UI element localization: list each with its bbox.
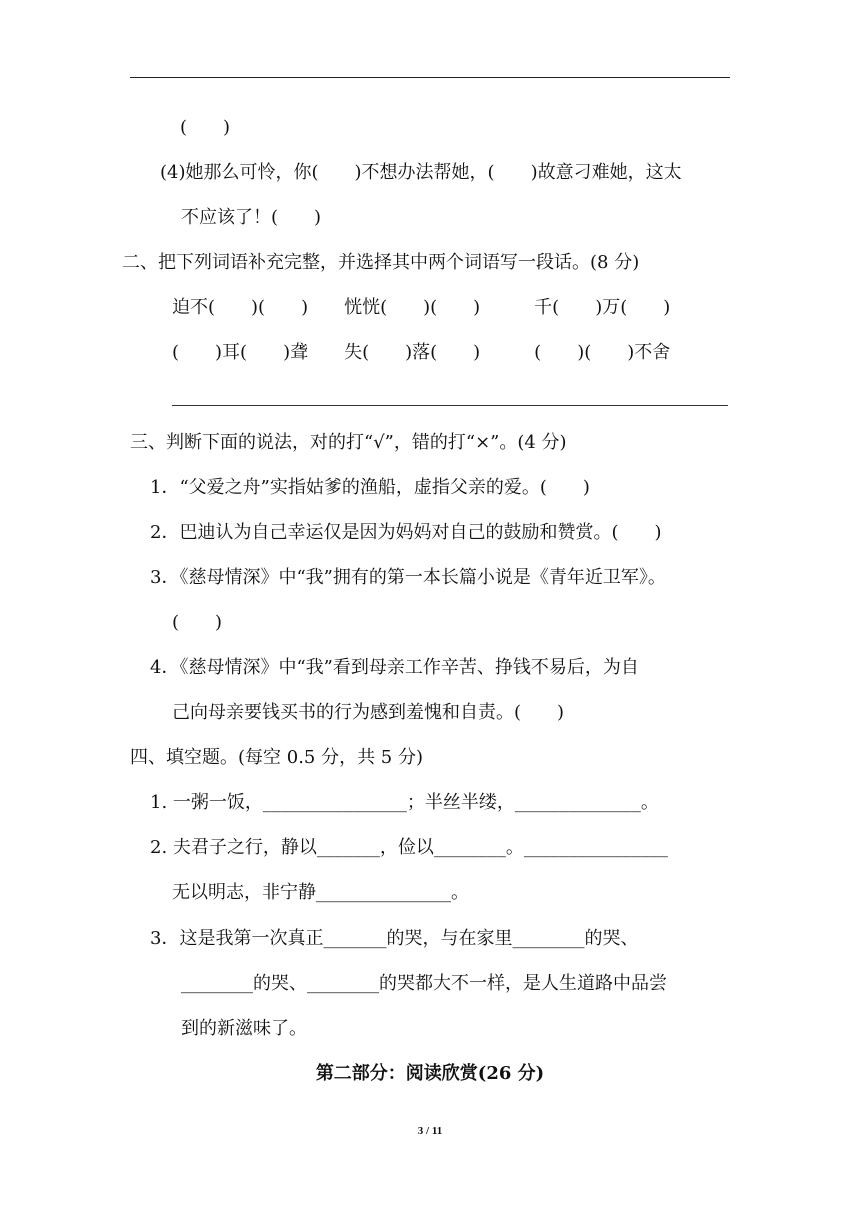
question-4-line-2: 不应该了！( )	[181, 207, 322, 228]
judge-item-2: 2．巴迪认为自己幸运仅是因为妈妈对自己的鼓励和赞赏。( )	[150, 522, 662, 543]
section-4-heading: 四、填空题。(每空 0.5 分，共 5 分)	[130, 747, 424, 768]
question-4-line-1: (4)她那么可怜，你( )不想办法帮她，( )故意刁难她，这太	[160, 162, 682, 183]
fill-item-2-line-2: 无以明志，非宁静_______________。	[172, 882, 469, 903]
fill-item-1: 1. 一粥一饭，________________；半丝半缕，______________。	[150, 792, 659, 813]
idiom-row-1: 迫不( )( ) 恍恍( )( ) 千( )万( )	[172, 297, 671, 318]
fill-item-3-line-2: ________的哭、________的哭都大不一样，是人生道路中品尝	[181, 973, 667, 994]
answer-blank-line: ( )	[180, 117, 231, 138]
judge-item-3: 3．《慈母情深》中“我”拥有的第一本长篇小说是《青年近卫军》。	[150, 567, 666, 588]
fill-item-3-line-1: 3．这是我第一次真正_______的哭，与在家里________的哭、	[150, 928, 639, 949]
page-number: 3 / 11	[417, 1125, 443, 1137]
fill-item-2-line-1: 2. 夫君子之行，静以_______，俭以________。________________	[150, 837, 668, 858]
fill-item-3-line-3: 到的新滋味了。	[181, 1018, 307, 1039]
judge-item-4-line-2: 己向母亲要钱买书的行为感到羞愧和自责。( )	[172, 702, 565, 723]
judge-item-4-line-1: 4．《慈母情深》中“我”看到母亲工作辛苦、挣钱不易后，为自	[150, 657, 639, 678]
section-3-heading: 三、判断下面的说法，对的打“√”，错的打“×”。(4 分)	[130, 432, 567, 453]
judge-item-3-blank: ( )	[172, 612, 223, 633]
judge-item-1: 1．“父爱之舟”实指姑爹的渔船，虚指父亲的爱。( )	[150, 477, 590, 498]
part-2-title: 第二部分：阅读欣赏(26 分)	[315, 1063, 545, 1084]
idiom-row-2: ( )耳( )聋 失( )落( ) ( )( )不舍	[172, 342, 671, 363]
section-2-heading: 二、把下列词语补充完整，并选择其中两个词语写一段话。(8 分)	[122, 252, 640, 273]
header-rule	[130, 77, 730, 78]
writing-line	[172, 405, 728, 406]
